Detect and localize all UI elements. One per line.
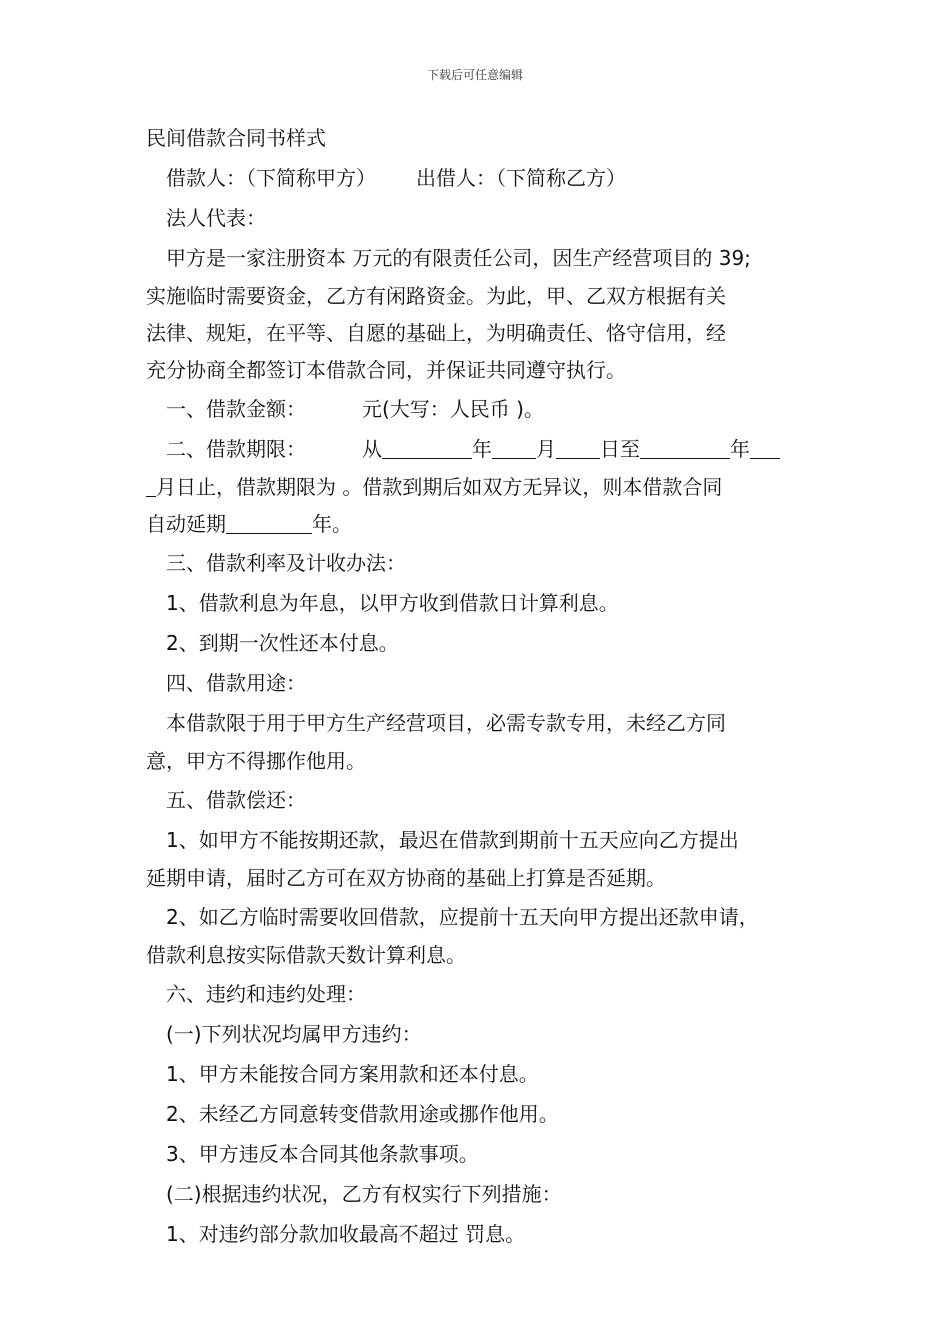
section-3-item-1: 1、借款利息为年息，以甲方收到借款日计算利息。: [166, 591, 619, 615]
term-line-2-text: 月日止，借款期限为 。借款到期后如双方无异议，则本借款合同: [156, 475, 723, 499]
contract-body: [146, 118, 810, 1254]
term-month: 月: [536, 437, 556, 461]
term-line-2: [146, 469, 810, 506]
term-year-2: 年: [730, 437, 750, 461]
document-title: 民间借款合同书样式: [146, 126, 326, 150]
term-day-to: 日至: [600, 437, 640, 461]
legal-rep-line: 法人代表：: [166, 206, 266, 230]
blank-start-day: [556, 436, 600, 459]
section-6-a2: 2、未经乙方同意转变借款用途或挪作他用。: [166, 1102, 559, 1126]
section-6-b1: 1、对违约部分款加收最高不超过 罚息。: [166, 1222, 526, 1246]
intro-line-1: 甲方是一家注册资本 万元的有限责任公司，因生产经营项目的 39;: [166, 246, 751, 270]
blank-start-month: [492, 436, 536, 459]
section-6-sub-1: (一)下列状况均属甲方违约：: [166, 1022, 422, 1046]
section-5-item-1a: 1、如甲方不能按期还款，最迟在借款到期前十五天应向乙方提出: [166, 828, 739, 852]
section-3-heading: 三、借款利率及计收办法：: [166, 551, 406, 575]
section-5-item-1b: 延期申请，届时乙方可在双方协商的基础上打算是否延期。: [146, 866, 666, 890]
section-4-line-2: 意，甲方不得挪作他用。: [146, 749, 366, 773]
intro-line-2: 实施临时需要资金，乙方有闲路资金。为此，甲、乙双方根据有关: [146, 284, 726, 308]
section-6-sub-2: (二)根据违约状况，乙方有权实行下列措施：: [166, 1182, 562, 1206]
amount-text: 元(大写：人民币 )。: [362, 397, 544, 421]
borrower-label: 借款人：（下简称甲方）: [166, 166, 376, 190]
section-1-amount: [146, 389, 810, 429]
section-6-a1: 1、甲方未能按合同方案用款和还本付息。: [166, 1062, 539, 1086]
section-5-item-2a: 2、如乙方临时需要收回借款，应提前十五天向甲方提出还款申请，: [166, 905, 759, 929]
term-year: 年: [472, 437, 492, 461]
section-6-heading: 六、违约和违约处理：: [166, 982, 366, 1006]
amount-label: 一、借款金额：: [166, 397, 306, 421]
auto-extend-unit: 年。: [312, 512, 352, 536]
section-5-heading: 五、借款偿还：: [166, 788, 306, 812]
parties-line: [146, 158, 810, 198]
blank-end-month-b: [146, 474, 156, 497]
blank-end-year: [640, 436, 730, 459]
blank-end-month-a: [750, 436, 780, 459]
section-4-line-1: 本借款限于用于甲方生产经营项目，必需专款专用，未经乙方同: [166, 711, 726, 735]
auto-extend-label: 自动延期: [146, 512, 226, 536]
intro-line-3: 法律、规矩，在平等、自愿的基础上，为明确责任、恪守信用，经: [146, 321, 726, 345]
blank-start-year: [382, 436, 472, 459]
term-label: 二、借款期限：: [166, 437, 306, 461]
section-3-item-2: 2、到期一次性还本付息。: [166, 631, 399, 655]
page-header: 下载后可任意编辑: [426, 68, 523, 82]
section-5-item-2b: 借款利息按实际借款天数计算利息。: [146, 943, 466, 967]
lender-label: 出借人：（下简称乙方）: [416, 166, 626, 190]
term-line-3: [146, 506, 810, 543]
blank-extend-years: [226, 511, 312, 534]
section-6-a3: 3、甲方违反本合同其他条款事项。: [166, 1142, 479, 1166]
section-2-term: [146, 429, 810, 469]
intro-line-4: 充分协商全都签订本借款合同，并保证共同遵守执行。: [146, 358, 626, 382]
section-4-heading: 四、借款用途：: [166, 671, 306, 695]
term-from: 从: [362, 437, 382, 461]
